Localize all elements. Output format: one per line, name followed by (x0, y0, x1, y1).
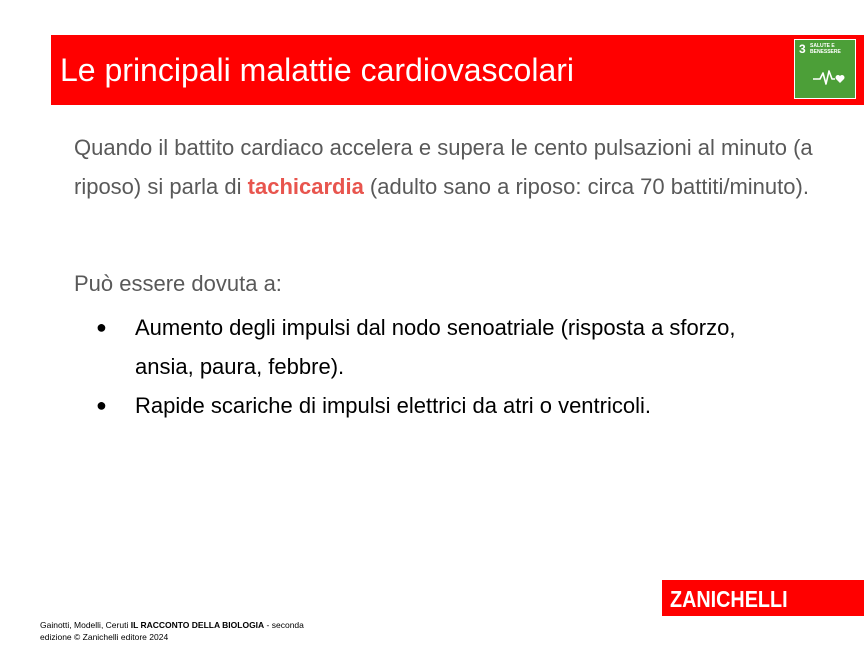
bullet-icon: ● (96, 395, 107, 415)
sdg-number: 3 (799, 42, 806, 56)
sdg-label: SALUTE E BENESSERE (810, 43, 841, 55)
footer-book-title: IL RACCONTO DELLA BIOLOGIA (130, 620, 265, 630)
heartbeat-icon (813, 68, 847, 86)
publisher-logo (662, 580, 864, 616)
definition-text-before: Quando il battito cardiaco accelera e supera le cento pulsazioni al minuto (a riposo) si parla di (74, 135, 813, 199)
definition-text-after: (adulto sano a riposo: circa 70 battiti/minuto). (363, 174, 809, 199)
footer-edition: - seconda edizione © Zanichelli editore 2024 (40, 620, 304, 642)
publisher-name: ZANICHELLI (670, 586, 788, 612)
list-item (96, 308, 796, 386)
causes-intro: Può essere dovuta a: (74, 271, 282, 296)
sdg-goal-3-badge (795, 40, 855, 98)
causes-list (96, 308, 796, 425)
slide-title: Le principali malattie cardiovascolari (60, 52, 575, 88)
tachycardia-definition (74, 128, 814, 206)
footer-authors: Gainotti, Modelli, Ceruti (40, 620, 131, 630)
title-bar (51, 35, 864, 105)
list-item-text: Rapide scariche di impulsi elettrici da atri o ventricoli. (135, 393, 651, 418)
bullet-icon: ● (96, 317, 107, 337)
list-item (96, 386, 796, 425)
footer-credit (40, 619, 320, 643)
tachycardia-term: tachicardia (247, 174, 364, 199)
list-item-text: Aumento degli impulsi dal nodo senoatriale (risposta a sforzo, ansia, paura, febbre). (135, 315, 736, 379)
